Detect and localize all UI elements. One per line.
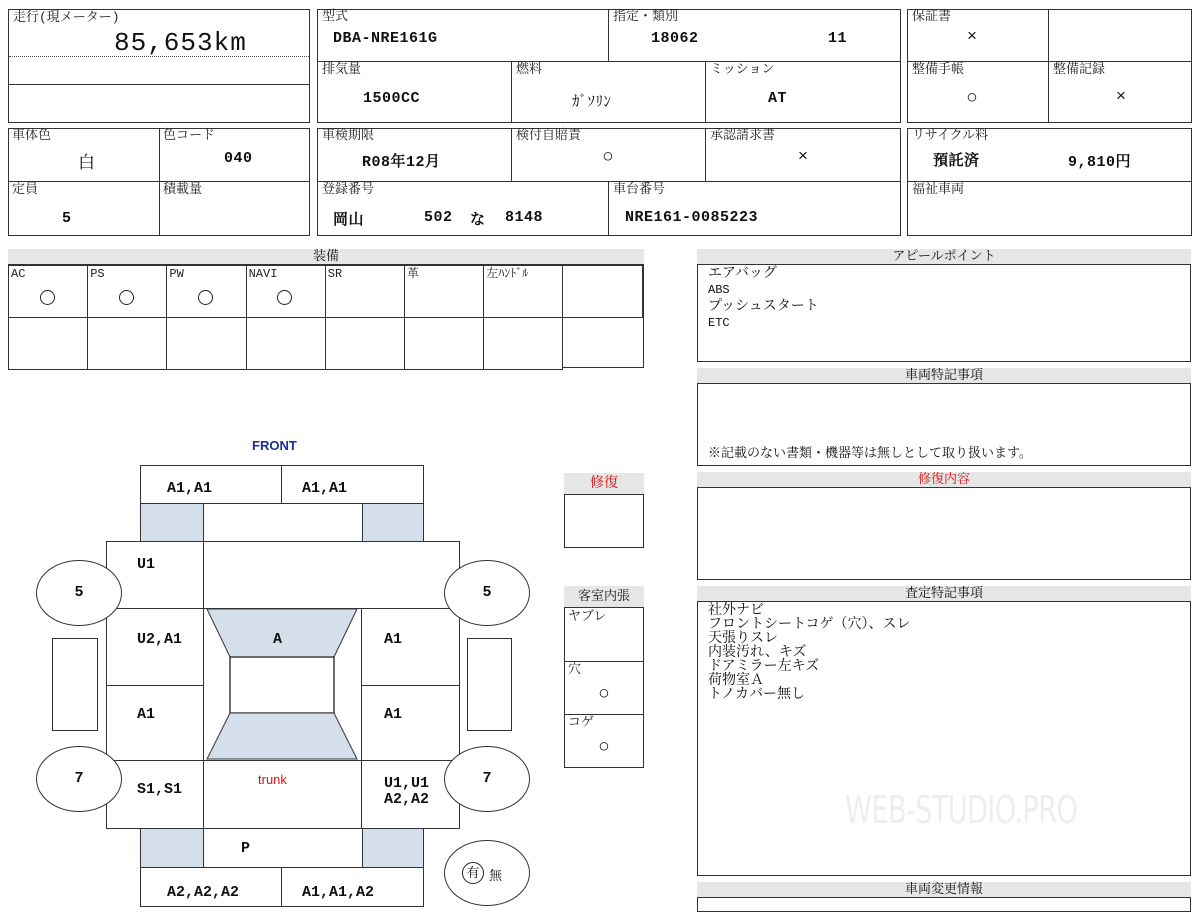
tire-rear-right: 7	[444, 746, 530, 812]
body-divider-right	[361, 608, 362, 829]
front-right-value: A1,A1	[302, 480, 348, 497]
maint-record-label: 整備記録	[1053, 62, 1106, 77]
approval-value: ×	[797, 148, 809, 167]
mileage-dotted-line	[9, 56, 309, 57]
tire-front-left: 5	[36, 560, 122, 626]
appraisal-title: 査定特記事項	[697, 586, 1191, 602]
model-divider-v3	[705, 61, 706, 123]
body-color-value: 白	[78, 155, 95, 174]
rear-right-corner	[362, 828, 424, 868]
maint-book-label: 整備手帳	[912, 62, 965, 77]
designation-value-2: 11	[828, 30, 848, 47]
interior-item-2-mark: ○	[598, 683, 610, 705]
welfare-label: 福祉車両	[912, 182, 965, 197]
inspection-expiry-value: R08年12月	[362, 154, 441, 171]
designation-value-1: 18062	[651, 30, 699, 47]
appraisal-line-3: 天張りスレ	[708, 631, 778, 647]
equipment-empty-cell	[325, 317, 405, 370]
front-right-corner	[362, 503, 424, 542]
front-label: FRONT	[252, 438, 297, 453]
insurance-label: 検付自賠責	[516, 128, 582, 143]
equipment-cell	[87, 265, 167, 318]
warranty-value: ×	[966, 28, 978, 47]
fuel-value: ｶﾞｿﾘﾝ	[572, 94, 612, 111]
model-divider-v2	[511, 61, 512, 123]
mileage-box	[8, 9, 310, 123]
equipment-item-label: PW	[169, 267, 184, 281]
equipment-empty-cell	[87, 317, 167, 370]
registration-class: 502	[424, 209, 453, 226]
equipment-item-label: SR	[327, 267, 343, 281]
appraisal-line-6: 荷物室Ａ	[708, 673, 764, 689]
recycle-amount: 9,810円	[1068, 154, 1132, 171]
body-row-3	[106, 760, 460, 761]
front-left-corner	[140, 503, 204, 542]
spare-yes: 有	[462, 862, 484, 884]
chassis-value: NRE161-0085223	[625, 209, 759, 226]
equipment-item-circle	[198, 290, 213, 305]
roof	[230, 657, 334, 713]
special-notes-title: 車両特記事項	[697, 368, 1191, 384]
appraisal-line-4: 内装汚れ、キズ	[708, 645, 807, 661]
capacity-value: 5	[62, 210, 72, 227]
rear-left-corner	[140, 828, 204, 868]
color-block-divider-v	[159, 128, 160, 236]
interior-item-3-mark: ○	[598, 736, 610, 758]
equipment-item-circle	[119, 290, 134, 305]
p-value: P	[241, 840, 251, 857]
equipment-empty-cell	[483, 317, 563, 370]
equipment-item-label: 左ﾊﾝﾄﾞﾙ	[486, 267, 529, 281]
equipment-item-circle	[277, 290, 292, 305]
appeal-line-4: ETC	[708, 316, 730, 330]
rear-left-value: A2,A2,A2	[167, 884, 240, 901]
s1s1-value: S1,S1	[137, 781, 183, 798]
registration-label: 登録番号	[322, 182, 375, 197]
equipment-empty-cell	[8, 317, 88, 370]
equipment-cell	[8, 265, 88, 318]
u1u1-value: U1,U1	[384, 775, 430, 792]
registration-kana: な	[470, 212, 486, 229]
appeal-line-1: エアバッグ	[708, 266, 777, 282]
appraisal-line-1: 社外ナビ	[708, 603, 764, 619]
model-label: 型式	[322, 9, 349, 24]
a1-right-top-value: A1	[384, 631, 403, 648]
maint-book-value: ○	[966, 87, 978, 109]
color-code-label: 色コード	[163, 128, 216, 143]
transmission-value: AT	[768, 90, 788, 107]
appeal-title: アピールポイント	[697, 249, 1191, 265]
load-label: 積載量	[163, 182, 203, 197]
model-divider-v1	[608, 9, 609, 62]
equipment-title: 装備	[8, 249, 644, 265]
interior-title: 客室内張	[564, 586, 644, 608]
front-bumper-divider	[281, 465, 282, 504]
body-color-label: 車体色	[12, 128, 52, 143]
capacity-label: 定員	[12, 182, 39, 197]
color-code-value: 040	[224, 150, 253, 167]
designation-label: 指定・類別	[613, 9, 679, 24]
right-mirror	[467, 638, 512, 731]
appeal-line-2: ABS	[708, 283, 730, 297]
repair-details-title: 修復内容	[697, 472, 1191, 488]
warranty-label: 保証書	[912, 9, 952, 24]
hood-front	[203, 503, 363, 542]
equipment-cell	[483, 265, 563, 318]
transmission-label: ミッション	[710, 62, 775, 77]
inspection-block	[317, 128, 901, 236]
interior-item-1-label: ヤブレ	[568, 609, 607, 624]
equipment-cell	[404, 265, 484, 318]
body-row-2	[106, 685, 203, 686]
a-center-value: A	[273, 631, 283, 648]
u2a1-value: U2,A1	[137, 631, 183, 648]
equipment-item-circle	[40, 290, 55, 305]
front-left-value: A1,A1	[167, 480, 213, 497]
watermark: WEB-STUDIO.PRO	[845, 788, 1078, 832]
left-mirror	[52, 638, 98, 731]
chassis-label: 車台番号	[613, 182, 666, 197]
equipment-item-label: 革	[407, 267, 420, 281]
appraisal-line-5: ドアミラー左キズ	[708, 659, 820, 675]
equipment-cell	[166, 265, 246, 318]
trunk-label: trunk	[258, 772, 287, 787]
tire-rear-left: 7	[36, 746, 122, 812]
inspection-divider-v3	[608, 181, 609, 236]
approval-label: 承認請求書	[710, 128, 776, 143]
tire-front-right: 5	[444, 560, 530, 626]
repair-box-title: 修復	[564, 473, 644, 495]
special-notes-note: ※記載のない書類・機器等は無しとして取り扱います。	[708, 446, 1032, 461]
rear-center	[203, 828, 363, 868]
maint-record-value: ×	[1115, 88, 1127, 107]
model-block-divider	[317, 61, 901, 62]
repair-details-panel	[697, 472, 1191, 580]
rear-right-value: A1,A1,A2	[302, 884, 375, 901]
recycle-status: 預託済	[933, 153, 980, 170]
equipment-cell	[246, 265, 326, 318]
mileage-label: 走行(現メーター)	[13, 10, 120, 25]
interior-item-2-label: 穴	[568, 662, 582, 677]
equipment-item-label: NAVI	[248, 267, 278, 281]
registration-number: 8148	[505, 209, 544, 226]
insurance-value: ○	[602, 146, 614, 168]
registration-region: 岡山	[333, 212, 365, 229]
u1-value: U1	[137, 556, 156, 573]
spare-no: 無	[489, 869, 503, 884]
a2a2-value: A2,A2	[384, 791, 430, 808]
interior-item-3-label: コゲ	[568, 715, 595, 730]
equipment-empty-cell	[166, 317, 246, 370]
mileage-divider	[9, 84, 309, 85]
inspection-expiry-label: 車検期限	[322, 128, 375, 143]
model-value: DBA-NRE161G	[333, 30, 438, 47]
appeal-line-3: プッシュスタート	[708, 299, 819, 315]
recycle-label: リサイクル料	[912, 128, 989, 143]
rear-window	[207, 713, 357, 759]
displacement-label: 排気量	[322, 62, 362, 77]
rear-bumper-divider	[281, 867, 282, 907]
mileage-value: 85,653km	[114, 28, 247, 58]
a1-right-value: A1	[384, 706, 403, 723]
change-info-title: 車両変更情報	[697, 882, 1191, 898]
warranty-divider-v	[1048, 9, 1049, 123]
inspection-divider-h	[317, 181, 901, 182]
equipment-cell	[562, 265, 642, 318]
equipment-cell	[325, 265, 405, 318]
body-row-2r	[361, 685, 460, 686]
equipment-item-label: PS	[90, 267, 105, 281]
appraisal-line-7: トノカバー無し	[708, 687, 806, 703]
displacement-value: 1500CC	[363, 90, 421, 107]
spare-tire	[444, 840, 530, 906]
equipment-empty-cell	[246, 317, 326, 370]
equipment-empty-cell	[404, 317, 484, 370]
fuel-label: 燃料	[516, 62, 543, 77]
equipment-item-label: AC	[11, 267, 26, 281]
a1-left-value: A1	[137, 706, 156, 723]
appraisal-line-2: フロントシートコゲ（穴）、スレ	[708, 617, 911, 633]
